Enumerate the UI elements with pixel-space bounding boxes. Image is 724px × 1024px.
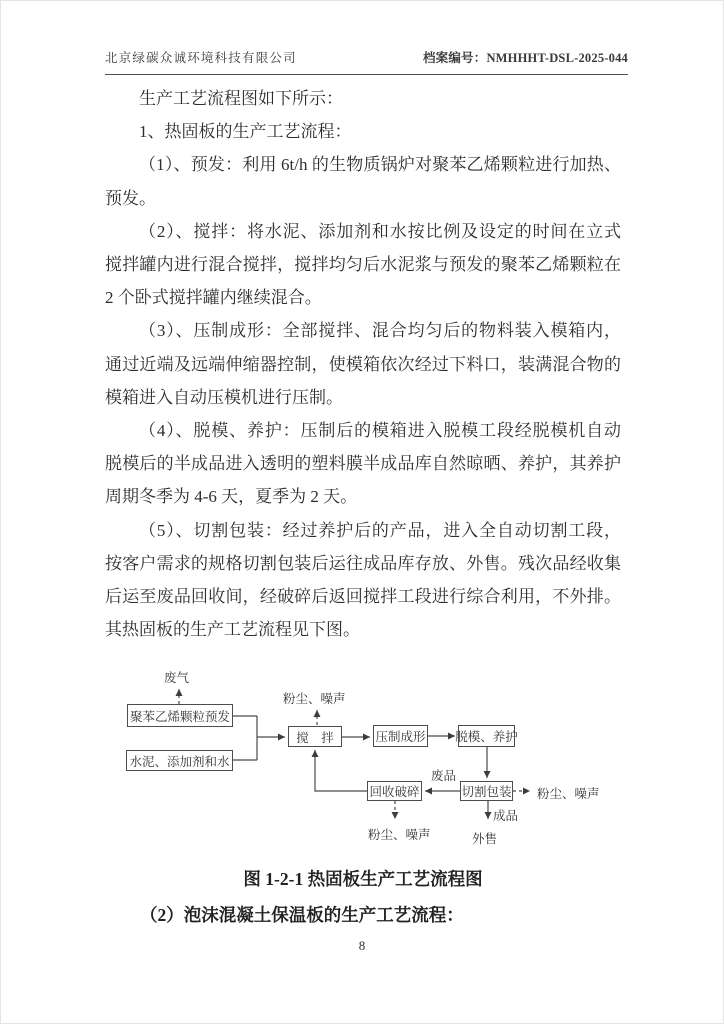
label-dust-noise-recycling: 粉尘、噪声 (368, 828, 431, 842)
label-dust-noise-mixing: 粉尘、噪声 (283, 692, 346, 706)
body-text-line: 1、热固板的生产工艺流程： (139, 122, 352, 142)
archive-label: 档案编号： (422, 51, 487, 65)
label-product: 成品 (493, 809, 519, 823)
body-text-line: （2）、搅拌：将水泥、添加剂和水按比例及设定的时间在立式 (139, 221, 621, 241)
body-text-line: 生产工艺流程图如下所示： (139, 89, 343, 108)
body-text-line: 后运至废品回收间，经破碎后返回搅拌工段进行综合利用，不外排。 (105, 587, 621, 607)
body-text-line: 周期冬季为 4-6 天，夏季为 2 天。 (105, 487, 358, 507)
label-scrap: 废品 (431, 769, 457, 783)
label-dust-noise-cutting: 粉尘、噪声 (537, 787, 600, 801)
page-number: 8 (358, 938, 366, 953)
body-text-line: （5）、切割包装：经过养护后的产品，进入全自动切割工段， (139, 520, 621, 540)
body-text-line: 脱模后的半成品进入透明的塑料膜半成品库自然晾晒、养护，其养护 (105, 454, 621, 474)
body-text-line: 其热固板的生产工艺流程见下图。 (105, 620, 360, 640)
flowchart-box-materials: 水泥、添加剂和水 (126, 750, 233, 771)
body-text (105, 82, 621, 646)
flowchart-box-demolding: 脱模、养护 (458, 725, 515, 747)
flowchart-box-prefoaming: 聚苯乙烯颗粒预发 (127, 704, 233, 727)
body-text-line: （3）、压制成形：全部搅拌、混合均匀后的物料装入模箱内， (139, 321, 621, 341)
body-text-line: 按客户需求的规格切割包装后运往成品库存放、外售。残次品经收集 (105, 553, 621, 573)
body-text-line: 2 个卧式搅拌罐内继续混合。 (105, 288, 322, 308)
label-sale: 外售 (472, 832, 498, 846)
flowchart-box-mixing: 搅 拌 (288, 726, 342, 747)
body-text-line: （1）、预发：利用 6t/h 的生物质锅炉对聚苯乙烯颗粒进行加热、 (139, 155, 621, 175)
body-text-line: 模箱进入自动压模机进行压制。 (105, 387, 343, 407)
page-header (105, 48, 628, 75)
archive-value: NMHHHT-DSL-2025-044 (486, 51, 628, 65)
flowchart-box-cutting: 切割包装 (460, 781, 513, 801)
archive-number (423, 48, 628, 66)
body-text-line: 预发。 (105, 188, 156, 208)
flowchart-box-recycling: 回收破碎 (367, 781, 422, 801)
body-text-line: 通过近端及远端伸缩器控制，使模箱依次经过下料口，装满混合物的 (105, 354, 621, 374)
figure-caption: 图 1-2-1 热固板生产工艺流程图 (243, 869, 483, 889)
company-name: 北京绿碳众诚环境科技有限公司 (105, 51, 297, 65)
flowchart-box-pressing: 压制成形 (373, 725, 428, 747)
body-text-line: （4）、脱模、养护：压制后的模箱进入脱模工段经脱模机自动 (139, 421, 621, 441)
subheading: （2）泡沫混凝土保温板的生产工艺流程： (140, 905, 464, 925)
label-waste-gas: 废气 (164, 671, 190, 685)
body-text-line: 搅拌罐内进行混合搅拌，搅拌均匀后水泥浆与预发的聚苯乙烯颗粒在 (105, 255, 621, 275)
